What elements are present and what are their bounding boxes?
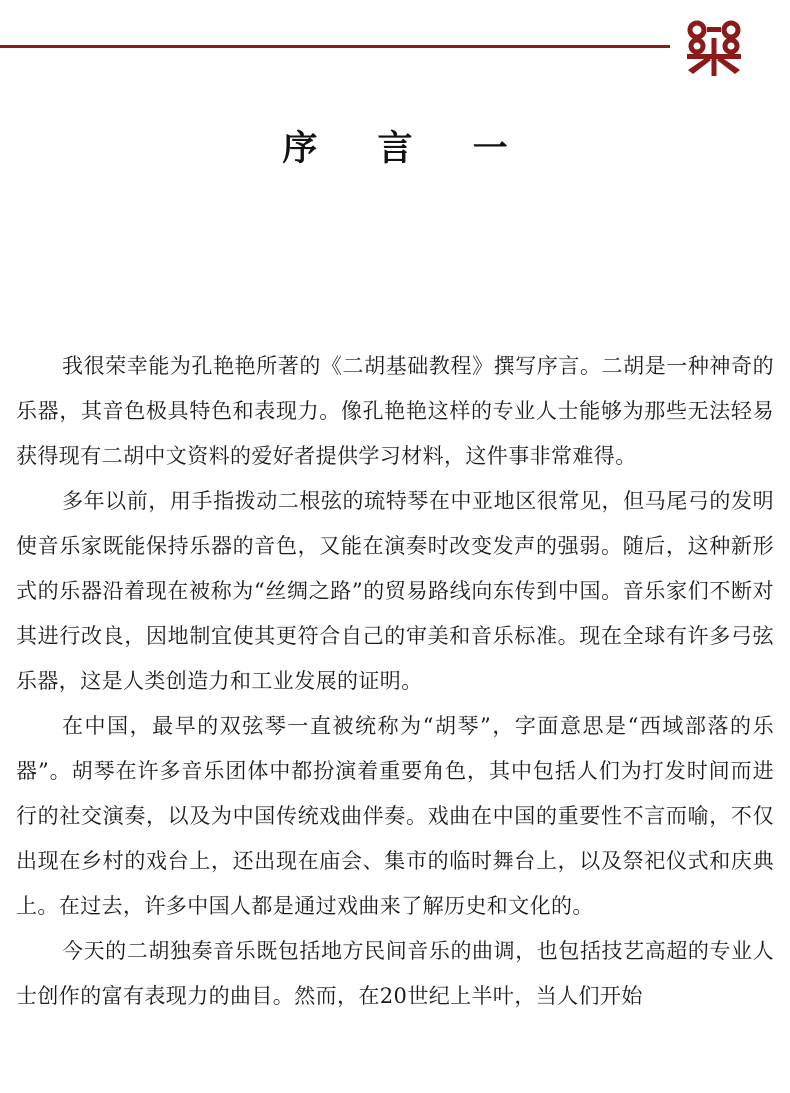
- paragraph: 多年以前，用手指拨动二根弦的琉特琴在中亚地区很常见，但马尾弓的发明使音乐家既能保持乐器的音色，又能在演奏时改变发声的强弱。随后，这种新形式的乐器沿着现在被称为“丝绸之路”的贸易路线向东传到中国。音乐家们不断对其进行改良，因地制宜使其更符合自己的审美和音乐标准。现在全球有许多弓弦乐器，这是人类创造力和工业发展的证明。: [16, 489, 774, 693]
- paragraph: 我很荣幸能为孔艳艳所著的《二胡基础教程》撰写序言。二胡是一种神奇的乐器，其音色极具特色和表现力。像孔艳艳这样的专业人士能够为那些无法轻易获得现有二胡中文资料的爱好者提供学习材料，这件事非常难得。: [16, 354, 774, 468]
- header-rule: [0, 45, 670, 48]
- preface-body: [16, 344, 774, 1019]
- paragraph: 在中国，最早的双弦琴一直被统称为“胡琴”，字面意思是“西域部落的乐器”。胡琴在许多音乐团体中都扮演着重要角色，其中包括人们为打发时间而进行的社交演奏，以及为中国传统戏曲伴奏。戏曲在中国的重要性不言而喻，不仅出现在乡村的戏台上，还出现在庙会、集市的临时舞台上，以及祭祀仪式和庆典上。在过去，许多中国人都是通过戏曲来了解历史和文化的。: [16, 714, 774, 918]
- page-title: 序 言 一: [282, 128, 532, 169]
- rong-character-seal-icon: [683, 18, 745, 76]
- paragraph: 今天的二胡独奏音乐既包括地方民间音乐的曲调，也包括技艺高超的专业人士创作的富有表现力的曲目。然而，在20世纪上半叶，当人们开始: [16, 939, 774, 1008]
